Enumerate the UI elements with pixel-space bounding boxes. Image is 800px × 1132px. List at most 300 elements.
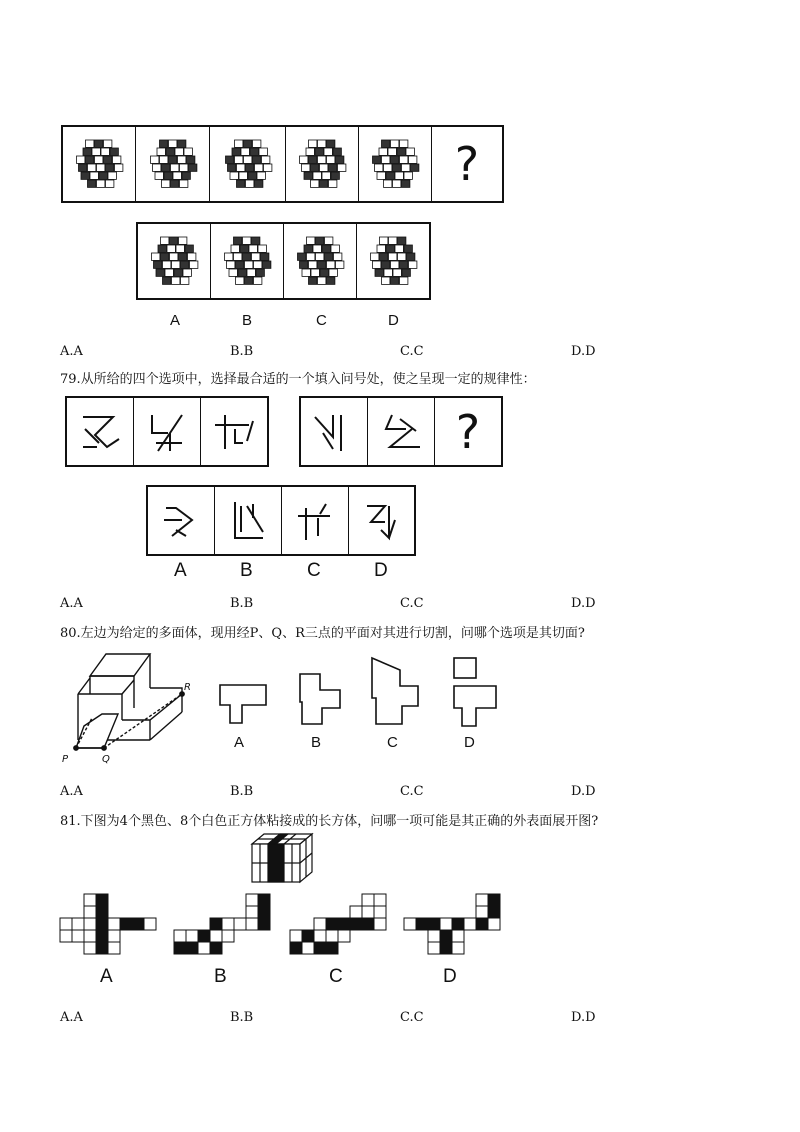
q78-sequence-row bbox=[61, 125, 504, 203]
hex-brick bbox=[382, 261, 390, 268]
hex-brick bbox=[95, 156, 103, 163]
net-cell bbox=[374, 918, 386, 930]
hex-brick bbox=[411, 164, 419, 171]
hex-brick bbox=[236, 261, 244, 268]
hex-brick bbox=[313, 172, 321, 179]
hex-brick bbox=[110, 148, 118, 155]
hex-brick bbox=[256, 269, 264, 276]
hex-brick bbox=[157, 148, 165, 155]
hex-brick bbox=[179, 237, 187, 244]
q79-option-a[interactable] bbox=[148, 487, 215, 554]
hex-brick bbox=[393, 180, 401, 187]
net-cell bbox=[96, 894, 108, 906]
net-cell bbox=[174, 930, 186, 942]
q80-option-d-shape[interactable] bbox=[450, 656, 502, 728]
hex-brick bbox=[389, 237, 397, 244]
hex-brick bbox=[243, 253, 251, 260]
net-cell bbox=[108, 942, 120, 954]
hex-brick bbox=[375, 269, 383, 276]
q81-net-b[interactable] bbox=[172, 892, 274, 956]
net-cell bbox=[338, 930, 350, 942]
hex-brick bbox=[186, 156, 194, 163]
net-cell bbox=[222, 930, 234, 942]
question-mark: ? bbox=[455, 404, 481, 459]
hex-brick bbox=[325, 253, 333, 260]
q81-cuboid-figure bbox=[250, 832, 314, 884]
net-cell bbox=[428, 918, 440, 930]
hex-brick bbox=[311, 164, 319, 171]
net-cell bbox=[452, 918, 464, 930]
net-cell bbox=[290, 930, 302, 942]
hex-brick bbox=[161, 180, 169, 187]
net-cell bbox=[174, 942, 186, 954]
q80-answer-d[interactable]: D.D bbox=[571, 784, 596, 799]
hex-brick bbox=[404, 172, 412, 179]
net-cell bbox=[302, 930, 314, 942]
net-cell bbox=[84, 918, 96, 930]
hex-brick bbox=[375, 164, 383, 171]
q79-answer-d[interactable]: D.D bbox=[571, 596, 596, 611]
net-cell bbox=[428, 930, 440, 942]
hex-brick bbox=[164, 172, 172, 179]
hex-pattern-figure bbox=[367, 136, 423, 192]
net-cell bbox=[488, 906, 500, 918]
hex-brick bbox=[79, 164, 87, 171]
net-cell bbox=[186, 942, 198, 954]
hex-brick bbox=[329, 164, 337, 171]
net-cell bbox=[374, 906, 386, 918]
net-cell bbox=[290, 942, 302, 954]
hex-brick bbox=[336, 156, 344, 163]
hex-brick bbox=[225, 156, 233, 163]
hex-brick bbox=[185, 245, 193, 252]
hex-brick bbox=[309, 261, 317, 268]
hex-brick bbox=[241, 148, 249, 155]
hex-brick bbox=[400, 261, 408, 268]
hex-brick bbox=[409, 261, 417, 268]
q78-option-a[interactable] bbox=[138, 224, 211, 298]
hex-brick bbox=[391, 277, 399, 284]
q78-answer-d[interactable]: D.D bbox=[571, 344, 596, 359]
hex-brick bbox=[174, 269, 182, 276]
hex-brick bbox=[384, 269, 392, 276]
point-r-label: R bbox=[184, 682, 191, 693]
hex-brick bbox=[188, 253, 196, 260]
hex-brick bbox=[398, 237, 406, 244]
hex-brick bbox=[302, 269, 310, 276]
hex-brick bbox=[250, 148, 258, 155]
q79-left-3 bbox=[201, 398, 267, 465]
q81-label-d: D bbox=[443, 966, 457, 987]
hex-brick bbox=[177, 140, 185, 147]
hex-brick bbox=[254, 164, 262, 171]
hex-brick bbox=[309, 140, 317, 147]
q80-answer-a[interactable]: A.A bbox=[60, 784, 83, 799]
hex-brick bbox=[400, 156, 408, 163]
hex-brick bbox=[302, 164, 310, 171]
hex-brick bbox=[243, 156, 251, 163]
hex-brick bbox=[306, 148, 314, 155]
q81-net-d[interactable] bbox=[402, 892, 504, 956]
net-cell bbox=[84, 906, 96, 918]
q81-label-c: C bbox=[329, 966, 343, 987]
q79-question-text: 79.从所给的四个选项中，选择最合适的一个填入问号处，使之呈现一定的规律性： bbox=[60, 372, 536, 387]
net-cell bbox=[362, 894, 374, 906]
q79-right-1 bbox=[301, 398, 368, 465]
hex-brick bbox=[404, 245, 412, 252]
hex-brick bbox=[407, 253, 415, 260]
hex-brick bbox=[252, 140, 260, 147]
net-cell bbox=[488, 918, 500, 930]
hex-brick bbox=[101, 148, 109, 155]
hex-pattern-figure bbox=[365, 233, 421, 289]
hex-brick bbox=[172, 261, 180, 268]
hex-brick bbox=[227, 261, 235, 268]
net-cell bbox=[404, 918, 416, 930]
hex-brick bbox=[225, 253, 233, 260]
hex-brick bbox=[86, 140, 94, 147]
q79-left-2 bbox=[134, 398, 201, 465]
hex-brick bbox=[240, 245, 248, 252]
hex-pattern-figure bbox=[292, 233, 348, 289]
q78-seq-2 bbox=[136, 127, 210, 201]
net-cell bbox=[234, 918, 246, 930]
q78-seq-3 bbox=[210, 127, 286, 201]
hex-brick bbox=[152, 253, 160, 260]
hex-brick bbox=[380, 237, 388, 244]
hex-brick bbox=[239, 172, 247, 179]
q81-answer-c[interactable]: C.C bbox=[400, 1010, 424, 1025]
net-cell bbox=[60, 918, 72, 930]
q80-option-b-shape[interactable] bbox=[296, 672, 344, 726]
net-cell bbox=[198, 942, 210, 954]
hex-brick bbox=[165, 269, 173, 276]
hex-brick bbox=[97, 180, 105, 187]
hex-brick bbox=[400, 277, 408, 284]
hex-brick bbox=[230, 172, 238, 179]
net-cell bbox=[96, 942, 108, 954]
question-mark: ? bbox=[454, 137, 480, 191]
q80-label-c: C bbox=[387, 734, 398, 751]
hex-brick bbox=[184, 148, 192, 155]
hex-brick bbox=[252, 237, 260, 244]
q81-label-a: A bbox=[100, 966, 113, 987]
hex-brick bbox=[316, 253, 324, 260]
hex-brick bbox=[327, 277, 335, 284]
hex-brick bbox=[176, 245, 184, 252]
net-cell bbox=[314, 918, 326, 930]
hex-brick bbox=[81, 172, 89, 179]
hex-brick bbox=[327, 140, 335, 147]
q79-group-left bbox=[65, 396, 269, 467]
hex-brick bbox=[263, 261, 271, 268]
q79-answer-b[interactable]: B.B bbox=[230, 596, 254, 611]
hex-brick bbox=[386, 245, 394, 252]
q79-option-b[interactable] bbox=[215, 487, 282, 554]
q81-net-c[interactable] bbox=[288, 892, 390, 956]
hex-brick bbox=[168, 156, 176, 163]
hex-brick bbox=[329, 269, 337, 276]
q81-answer-a[interactable]: A.A bbox=[60, 1010, 83, 1025]
hex-brick bbox=[99, 172, 107, 179]
net-cell bbox=[326, 930, 338, 942]
net-cell bbox=[326, 942, 338, 954]
q78-label-b: B bbox=[242, 312, 253, 329]
hex-brick bbox=[97, 164, 105, 171]
net-cell bbox=[198, 930, 210, 942]
hex-pattern-figure bbox=[71, 136, 127, 192]
hex-brick bbox=[172, 277, 180, 284]
hex-pattern-figure bbox=[220, 136, 276, 192]
hex-brick bbox=[245, 277, 253, 284]
hex-brick bbox=[247, 269, 255, 276]
net-cell bbox=[338, 918, 350, 930]
hex-brick bbox=[104, 156, 112, 163]
hex-brick bbox=[395, 245, 403, 252]
net-cell bbox=[120, 918, 132, 930]
hex-brick bbox=[258, 245, 266, 252]
q79-right-2 bbox=[368, 398, 435, 465]
q80-option-a-shape[interactable] bbox=[218, 683, 270, 725]
net-cell bbox=[488, 894, 500, 906]
hex-brick bbox=[88, 164, 96, 171]
hex-brick bbox=[382, 140, 390, 147]
hex-brick bbox=[236, 164, 244, 171]
net-cell bbox=[428, 942, 440, 954]
hex-brick bbox=[245, 261, 253, 268]
hex-brick bbox=[163, 277, 171, 284]
net-cell bbox=[362, 918, 374, 930]
hex-brick bbox=[395, 172, 403, 179]
q79-label-c: C bbox=[307, 560, 321, 581]
net-cell bbox=[440, 918, 452, 930]
hex-brick bbox=[179, 180, 187, 187]
hex-brick bbox=[170, 164, 178, 171]
q78-answer-b[interactable]: B.B bbox=[230, 344, 254, 359]
q78-answer-c[interactable]: C.C bbox=[400, 344, 424, 359]
hex-brick bbox=[300, 261, 308, 268]
hex-brick bbox=[170, 237, 178, 244]
q79-label-a: A bbox=[174, 560, 187, 581]
net-cell bbox=[144, 918, 156, 930]
net-cell bbox=[258, 906, 270, 918]
hex-brick bbox=[318, 277, 326, 284]
q78-label-a: A bbox=[170, 312, 181, 329]
net-cell bbox=[84, 942, 96, 954]
hex-brick bbox=[389, 253, 397, 260]
net-cell bbox=[72, 930, 84, 942]
hex-brick bbox=[397, 148, 405, 155]
hex-brick bbox=[231, 245, 239, 252]
hex-brick bbox=[261, 253, 269, 260]
q78-option-b[interactable] bbox=[211, 224, 284, 298]
q79-option-d[interactable] bbox=[349, 487, 414, 554]
q79-options-row bbox=[146, 485, 416, 556]
q78-question-cell bbox=[432, 127, 502, 201]
hex-brick bbox=[254, 261, 262, 268]
hex-brick bbox=[173, 172, 181, 179]
net-cell bbox=[416, 918, 428, 930]
q78-option-d[interactable] bbox=[357, 224, 429, 298]
hex-brick bbox=[106, 180, 114, 187]
hex-brick bbox=[391, 156, 399, 163]
hex-brick bbox=[236, 180, 244, 187]
hex-brick bbox=[393, 269, 401, 276]
hex-pattern-figure bbox=[219, 233, 275, 289]
q79-label-b: B bbox=[240, 560, 253, 581]
hex-brick bbox=[234, 237, 242, 244]
net-cell bbox=[258, 894, 270, 906]
net-cell bbox=[72, 918, 84, 930]
hex-brick bbox=[254, 277, 262, 284]
hex-brick bbox=[320, 164, 328, 171]
q81-question-text: 81.下图为4个黑色、8个白色正方体粘接成的长方体，问哪一项可能是其正确的外表面展开图? bbox=[60, 814, 599, 829]
hex-brick bbox=[259, 148, 267, 155]
q78-seq-1 bbox=[63, 127, 136, 201]
hex-brick bbox=[409, 156, 417, 163]
net-cell bbox=[302, 942, 314, 954]
hex-brick bbox=[188, 164, 196, 171]
q80-option-c-shape[interactable] bbox=[370, 656, 422, 726]
hex-brick bbox=[257, 172, 265, 179]
hex-brick bbox=[161, 237, 169, 244]
net-cell bbox=[96, 930, 108, 942]
q78-answer-a[interactable]: A.A bbox=[60, 344, 83, 359]
q80-answer-c[interactable]: C.C bbox=[400, 784, 424, 799]
hex-brick bbox=[249, 245, 257, 252]
hex-brick bbox=[322, 245, 330, 252]
hex-brick bbox=[181, 261, 189, 268]
hex-brick bbox=[229, 269, 237, 276]
hex-brick bbox=[159, 140, 167, 147]
point-q-label: Q bbox=[102, 754, 110, 765]
hex-brick bbox=[371, 253, 379, 260]
net-cell bbox=[350, 918, 362, 930]
hex-brick bbox=[304, 172, 312, 179]
hex-brick bbox=[313, 245, 321, 252]
net-cell bbox=[84, 894, 96, 906]
hex-brick bbox=[83, 148, 91, 155]
hex-brick bbox=[391, 140, 399, 147]
hex-brick bbox=[398, 253, 406, 260]
q81-answer-b[interactable]: B.B bbox=[230, 1010, 254, 1025]
net-cell bbox=[476, 906, 488, 918]
q80-polyhedron-figure bbox=[58, 648, 198, 766]
q79-answer-a[interactable]: A.A bbox=[60, 596, 83, 611]
hex-brick bbox=[388, 148, 396, 155]
net-cell bbox=[374, 894, 386, 906]
net-cell bbox=[452, 942, 464, 954]
hex-brick bbox=[95, 140, 103, 147]
hex-brick bbox=[167, 245, 175, 252]
hex-brick bbox=[406, 148, 414, 155]
net-cell bbox=[96, 906, 108, 918]
hex-brick bbox=[158, 245, 166, 252]
net-cell bbox=[60, 930, 72, 942]
q79-group-right bbox=[299, 396, 503, 467]
q80-label-b: B bbox=[311, 734, 322, 751]
net-cell bbox=[84, 930, 96, 942]
hex-brick bbox=[327, 156, 335, 163]
hex-brick bbox=[227, 164, 235, 171]
hex-brick bbox=[177, 156, 185, 163]
hex-brick bbox=[252, 253, 260, 260]
q81-label-b: B bbox=[214, 966, 227, 987]
net-cell bbox=[246, 894, 258, 906]
hex-brick bbox=[329, 180, 337, 187]
hex-brick bbox=[331, 245, 339, 252]
net-cell bbox=[326, 918, 338, 930]
hex-brick bbox=[168, 140, 176, 147]
hex-brick bbox=[179, 253, 187, 260]
hex-brick bbox=[380, 253, 388, 260]
hex-brick bbox=[182, 172, 190, 179]
q78-seq-4 bbox=[286, 127, 359, 201]
hex-brick bbox=[234, 140, 242, 147]
hex-brick bbox=[320, 180, 328, 187]
hex-brick bbox=[333, 148, 341, 155]
q80-label-a: A bbox=[234, 734, 245, 751]
hex-brick bbox=[232, 148, 240, 155]
q78-option-c[interactable] bbox=[284, 224, 357, 298]
hex-brick bbox=[159, 156, 167, 163]
hex-brick bbox=[373, 156, 381, 163]
net-cell bbox=[440, 930, 452, 942]
hex-brick bbox=[183, 269, 191, 276]
hex-brick bbox=[248, 172, 256, 179]
hex-pattern-figure bbox=[145, 136, 201, 192]
hex-brick bbox=[336, 261, 344, 268]
hex-brick bbox=[263, 164, 271, 171]
hex-pattern-figure bbox=[294, 136, 350, 192]
hex-brick bbox=[391, 261, 399, 268]
net-cell bbox=[246, 918, 258, 930]
hex-brick bbox=[234, 156, 242, 163]
hex-brick bbox=[316, 237, 324, 244]
q81-answer-d[interactable]: D.D bbox=[571, 1010, 596, 1025]
net-cell bbox=[314, 930, 326, 942]
hex-brick bbox=[234, 253, 242, 260]
hex-brick bbox=[238, 269, 246, 276]
hex-brick bbox=[309, 156, 317, 163]
hex-brick bbox=[309, 277, 317, 284]
hex-brick bbox=[311, 180, 319, 187]
q79-answer-c[interactable]: C.C bbox=[400, 596, 424, 611]
hex-brick bbox=[377, 245, 385, 252]
hex-brick bbox=[331, 172, 339, 179]
q80-answer-b[interactable]: B.B bbox=[230, 784, 254, 799]
hex-brick bbox=[327, 261, 335, 268]
net-cell bbox=[210, 942, 222, 954]
q78-seq-5 bbox=[359, 127, 432, 201]
q78-label-d: D bbox=[388, 312, 399, 329]
q79-option-c[interactable] bbox=[282, 487, 349, 554]
hex-brick bbox=[300, 156, 308, 163]
hex-brick bbox=[261, 156, 269, 163]
q80-label-d: D bbox=[464, 734, 475, 751]
hex-brick bbox=[402, 269, 410, 276]
hex-brick bbox=[384, 180, 392, 187]
net-cell bbox=[314, 942, 326, 954]
q78-label-c: C bbox=[316, 312, 327, 329]
q81-net-a[interactable] bbox=[58, 892, 160, 956]
hex-brick bbox=[298, 253, 306, 260]
hex-brick bbox=[377, 172, 385, 179]
hex-brick bbox=[338, 164, 346, 171]
q79-question-cell bbox=[435, 398, 501, 465]
hex-brick bbox=[181, 277, 189, 284]
hex-brick bbox=[252, 156, 260, 163]
